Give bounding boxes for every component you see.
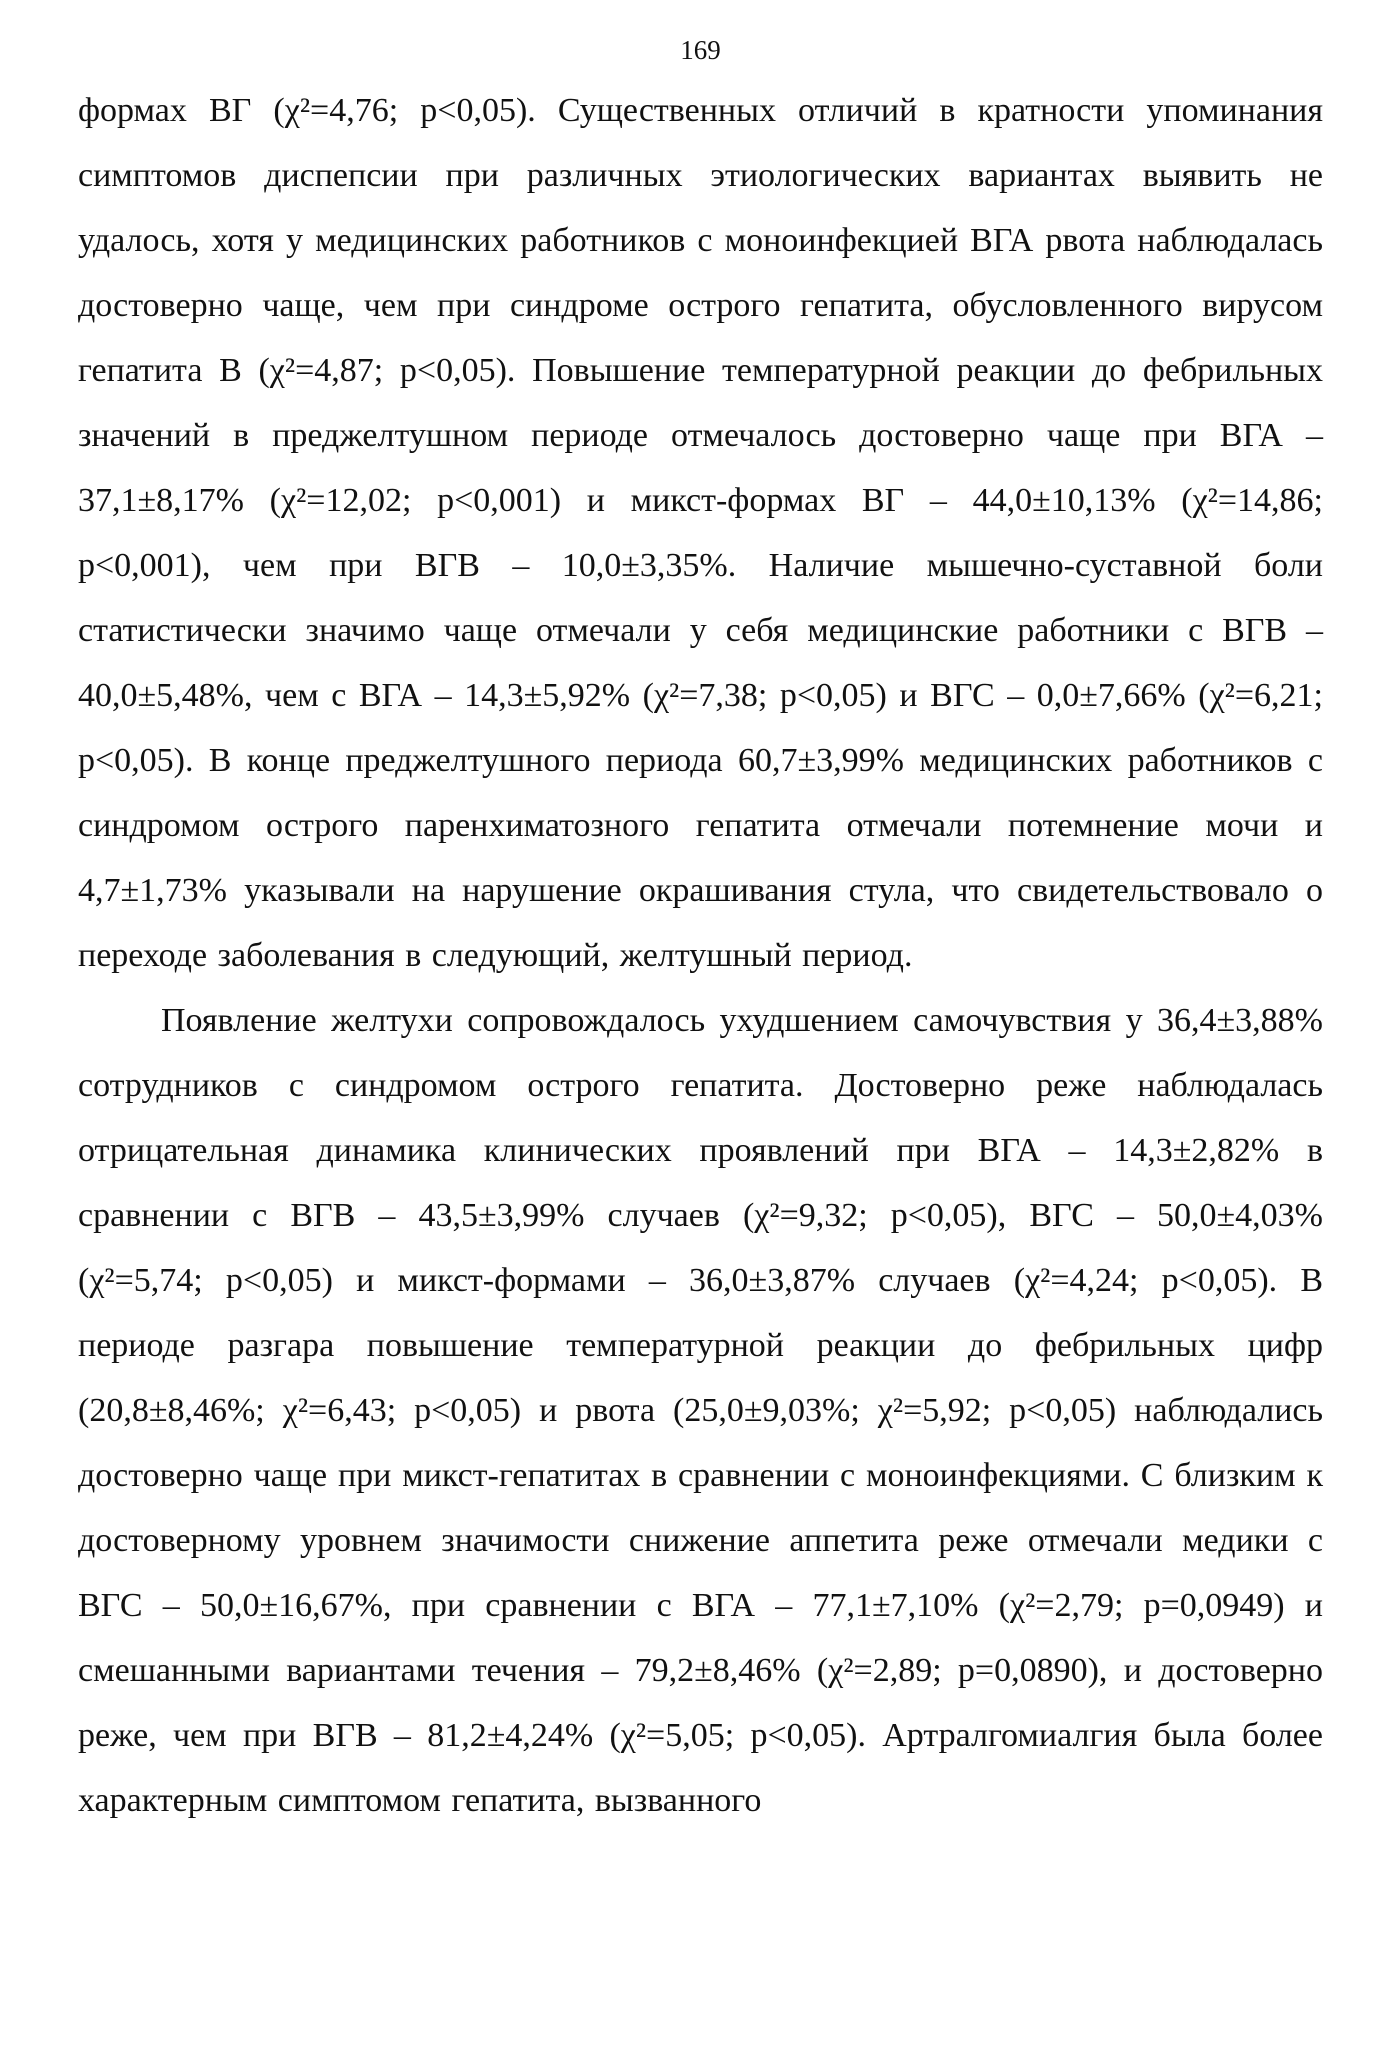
page-number: 169 [680, 35, 721, 65]
document-page [78, 30, 1323, 1833]
paragraph-1: формах ВГ (χ²=4,76; р<0,05). Существенных отличий в кратности упоминания симптомов диспепсии при различных этиологических вариантах выявить не удалось, хотя у медицинских работников с моноинфекцией ВГА рвота наблюдалась достоверно чаще, чем при синдроме острого гепатита, обусловленного вирусом гепатита В (χ²=4,87; р<0,05). Повышение температурной реакции до фебрильных значений в преджелтушном периоде отмечалось достоверно чаще при ВГА – 37,1±8,17% (χ²=12,02; р<0,001) и микст-формах ВГ – 44,0±10,13% (χ²=14,86; р<0,001), чем при ВГВ – 10,0±3,35%. Наличие мышечно-суставной боли статистически значимо чаще отмечали у себя медицинские работники с ВГВ – 40,0±5,48%, чем с ВГА – 14,3±5,92% (χ²=7,38; р<0,05) и ВГС – 0,0±7,66% (χ²=6,21; р<0,05). В конце преджелтушного периода 60,7±3,99% медицинских работников с синдромом острого паренхиматозного гепатита отмечали потемнение мочи и 4,7±1,73% указывали на нарушение окрашивания стула, что свидетельствовало о переходе заболевания в следующий, желтушный период. [78, 92, 1323, 974]
paragraph-2: Появление желтухи сопровождалось ухудшением самочувствия у 36,4±3,88% сотрудников с синдромом острого гепатита. Достоверно реже наблюдалась отрицательная динамика клинических проявлений при ВГА – 14,3±2,82% в сравнении с ВГВ – 43,5±3,99% случаев (χ²=9,32; р<0,05), ВГС – 50,0±4,03% (χ²=5,74; р<0,05) и микст-формами – 36,0±3,87% случаев (χ²=4,24; р<0,05). В периоде разгара повышение температурной реакции до фебрильных цифр (20,8±8,46%; χ²=6,43; р<0,05) и рвота (25,0±9,03%; χ²=5,92; р<0,05) наблюдались достоверно чаще при микст-гепатитах в сравнении с моноинфекциями. С близким к достоверному уровнем значимости снижение аппетита реже отмечали медики с ВГС – 50,0±16,67%, при сравнении с ВГА – 77,1±7,10% (χ²=2,79; р=0,0949) и смешанными вариантами течения – 79,2±8,46% (χ²=2,89; р=0,0890), и достоверно реже, чем при ВГВ – 81,2±4,24% (χ²=5,05; р<0,05). Артралгомиалгия была более характерным симптомом гепатита, вызванного [78, 1002, 1323, 1819]
